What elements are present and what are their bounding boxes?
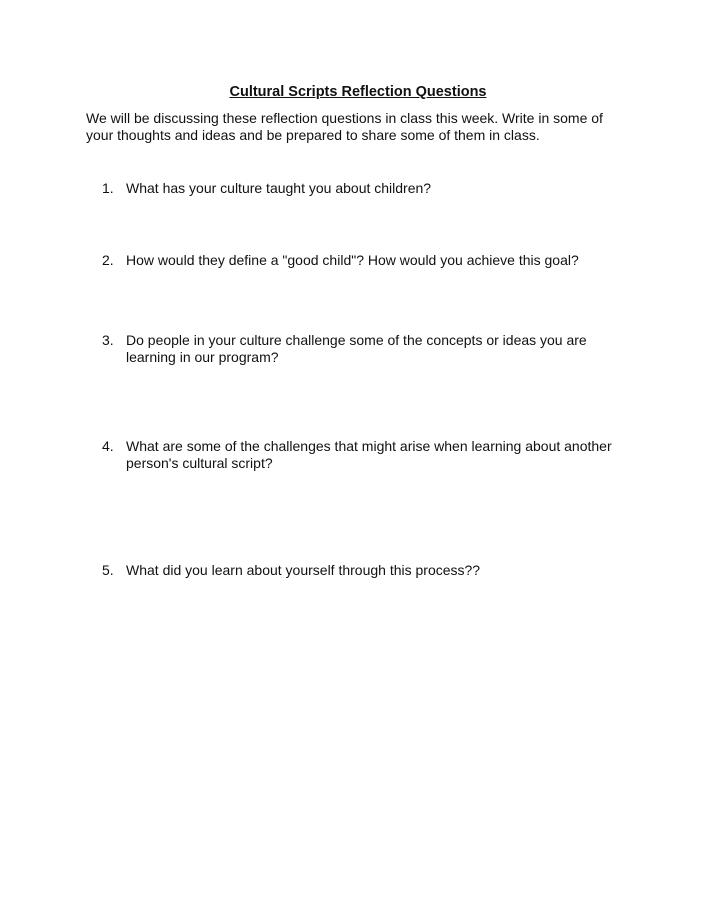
- question-item: [102, 252, 632, 269]
- question-text: How would they define a "good child"? How would you achieve this goal?: [126, 252, 579, 268]
- question-number: 2.: [102, 252, 114, 268]
- question-item: [102, 562, 632, 579]
- question-number: 4.: [102, 438, 114, 454]
- question-number: 5.: [102, 562, 114, 578]
- question-item: [102, 438, 632, 472]
- question-number: 3.: [102, 332, 114, 348]
- question-text: What has your culture taught you about children?: [126, 180, 432, 196]
- document-title: Cultural Scripts Reflection Questions: [229, 84, 487, 100]
- question-item: [102, 180, 632, 197]
- question-text: Do people in your culture challenge some of the concepts or ideas you are learning in our program?: [126, 332, 587, 365]
- question-text: What did you learn about yourself through this process??: [126, 562, 481, 578]
- question-text: What are some of the challenges that might arise when learning about another person's cultural script?: [126, 438, 612, 471]
- intro-paragraph: We will be discussing these reflection questions in class this week. Write in some of your thoughts and ideas and be prepared to share some of them in class.: [86, 110, 603, 143]
- question-item: [102, 332, 632, 366]
- question-number: 1.: [102, 180, 114, 196]
